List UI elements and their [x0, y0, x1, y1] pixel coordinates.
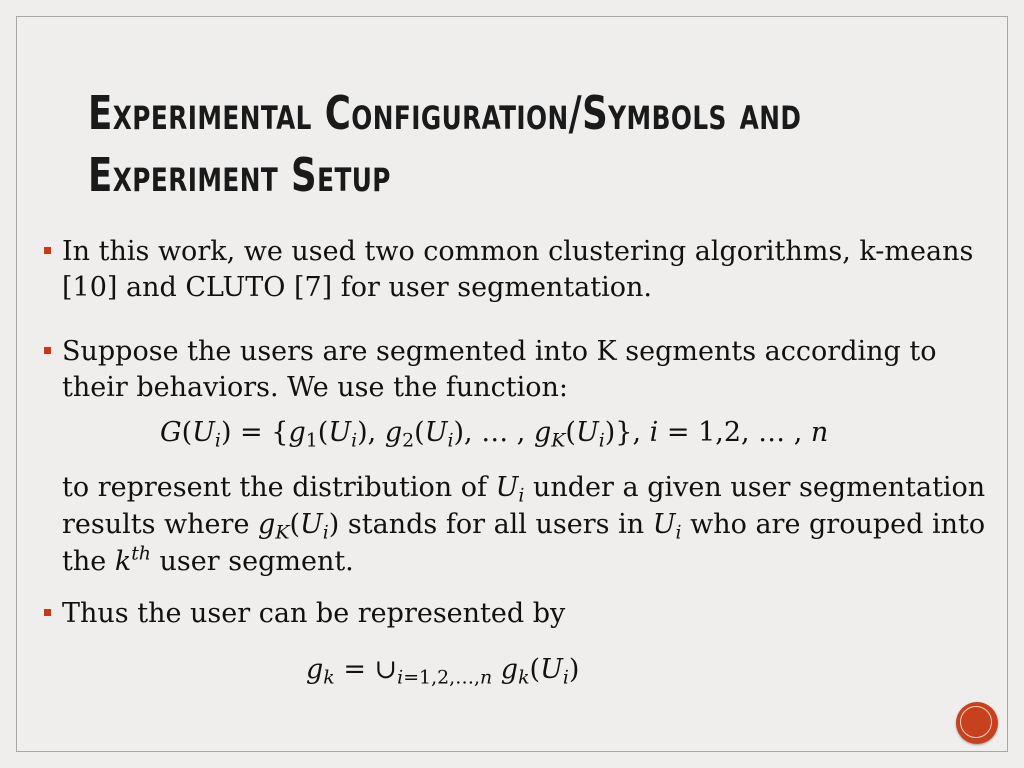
orange-circle-logo-icon: [956, 702, 998, 744]
square-bullet-icon: [44, 347, 51, 354]
title-line-1: Experimental Configuration/Symbols and: [88, 86, 802, 140]
bullet-text: In this work, we used two common clustering algorithms, k-means [10] and CLUTO [7] for user segmentation.: [62, 236, 974, 303]
title-line-2: Experiment Setup: [88, 148, 391, 202]
bullet-item-segments: [62, 334, 982, 406]
bullet-text: Suppose the users are segmented into K segments according to their behaviors. We use the function:: [62, 336, 937, 403]
user-representation-formula: $g_k$ = $\cup_{i=1,2,\dots,n}$ $g_k(U_i)$: [306, 654, 580, 689]
bullet-item-algorithms: [62, 234, 982, 306]
distribution-function-formula: $G(U_i) = \{g_1(U_i)$, $g_2(U_i)$, … , $g_K(U_i)$}, i = 1,2, … , n: [160, 417, 829, 452]
slide-title: [88, 82, 828, 206]
square-bullet-icon: [44, 609, 51, 616]
formula-explanation: to represent the distribution of $U_i$ under a given user segmentation results where $g_K(U_i)$ stands for all users in $U_i$ who are grouped into the $k^{th}$ user segment.: [62, 472, 986, 577]
bullet-item-representation: [62, 596, 982, 632]
bullet-text: Thus the user can be represented by: [62, 598, 566, 629]
square-bullet-icon: [44, 247, 51, 254]
